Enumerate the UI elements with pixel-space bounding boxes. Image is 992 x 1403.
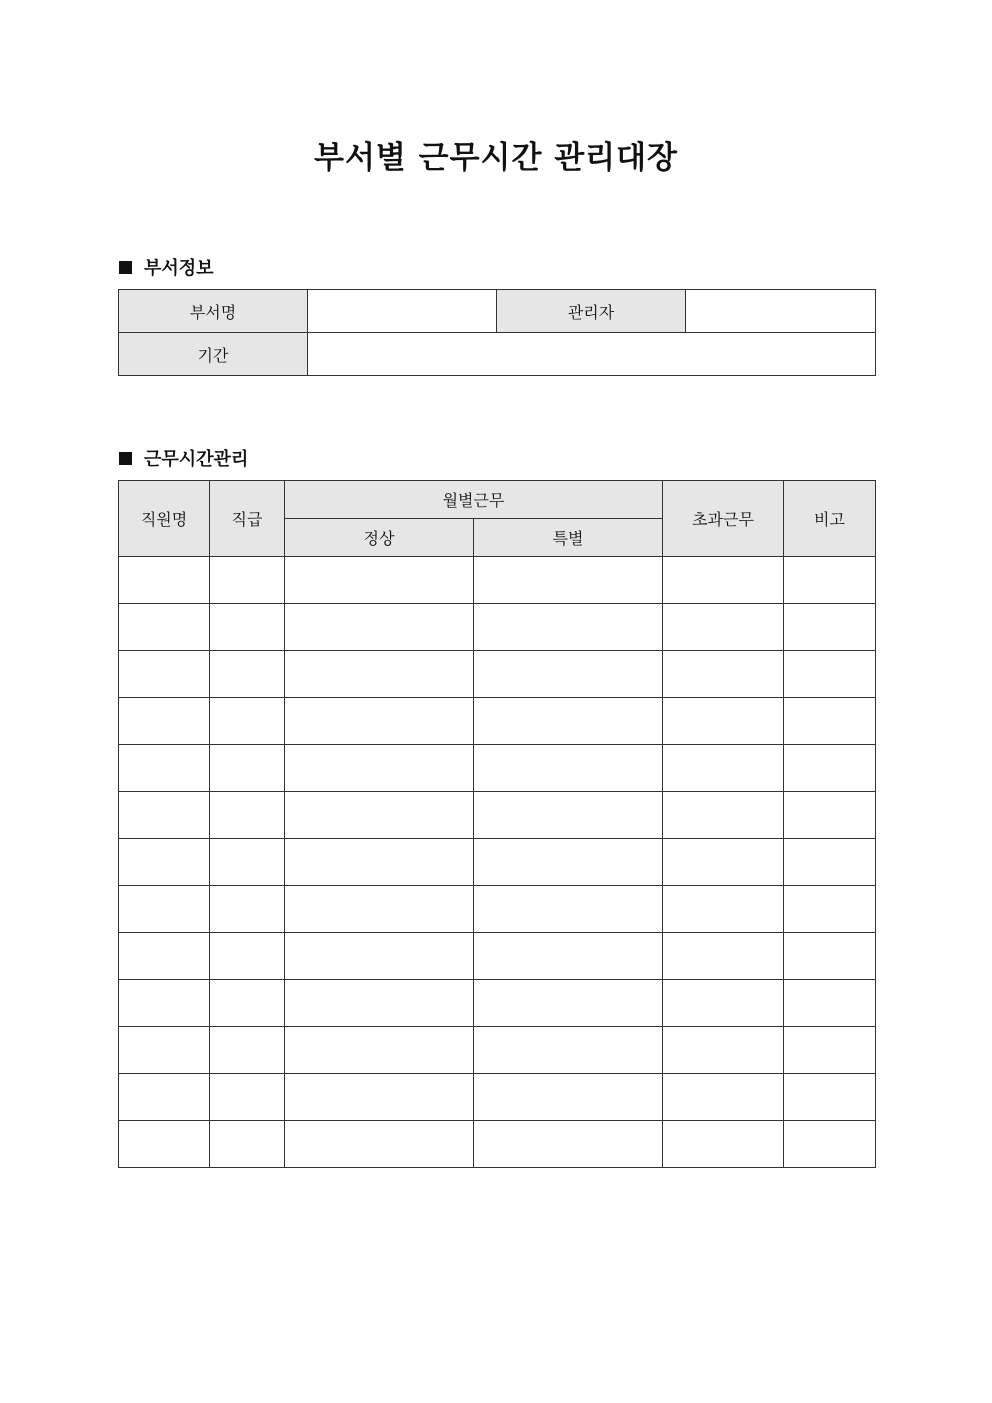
remarks-cell[interactable] [784,980,876,1027]
overtime-cell[interactable] [663,604,784,651]
table-row [119,745,876,792]
overtime-cell[interactable] [663,839,784,886]
bullet-square-icon [119,452,132,465]
dept-info-table [118,289,876,376]
col-header-normal: 정상 [285,519,474,557]
special-cell[interactable] [474,886,663,933]
employee-cell[interactable] [119,698,210,745]
special-cell[interactable] [474,698,663,745]
work-section-heading [119,445,248,471]
rank-cell[interactable] [210,557,285,604]
employee-cell[interactable] [119,886,210,933]
employee-cell[interactable] [119,651,210,698]
normal-cell[interactable] [285,886,474,933]
dept-section-label: 부서정보 [144,258,214,279]
rank-cell[interactable] [210,1027,285,1074]
table-row [119,1027,876,1074]
employee-cell[interactable] [119,1121,210,1168]
table-row [119,604,876,651]
overtime-cell[interactable] [663,886,784,933]
employee-cell[interactable] [119,1027,210,1074]
rank-cell[interactable] [210,980,285,1027]
normal-cell[interactable] [285,604,474,651]
manager-field[interactable] [686,290,876,333]
dept-name-label: 부서명 [119,290,308,333]
special-cell[interactable] [474,1027,663,1074]
overtime-cell[interactable] [663,745,784,792]
period-field[interactable] [308,333,876,376]
table-row [119,933,876,980]
remarks-cell[interactable] [784,1074,876,1121]
table-row [119,698,876,745]
col-header-monthly: 월별근무 [285,481,663,519]
normal-cell[interactable] [285,745,474,792]
special-cell[interactable] [474,604,663,651]
normal-cell[interactable] [285,698,474,745]
remarks-cell[interactable] [784,886,876,933]
normal-cell[interactable] [285,839,474,886]
table-row [119,980,876,1027]
special-cell[interactable] [474,980,663,1027]
table-row [119,839,876,886]
employee-cell[interactable] [119,980,210,1027]
work-table-body [119,557,876,1168]
special-cell[interactable] [474,933,663,980]
overtime-cell[interactable] [663,651,784,698]
special-cell[interactable] [474,1121,663,1168]
table-row [119,1074,876,1121]
special-cell[interactable] [474,792,663,839]
remarks-cell[interactable] [784,557,876,604]
remarks-cell[interactable] [784,1121,876,1168]
col-header-remarks: 비고 [784,481,876,557]
special-cell[interactable] [474,1074,663,1121]
remarks-cell[interactable] [784,698,876,745]
employee-cell[interactable] [119,792,210,839]
rank-cell[interactable] [210,698,285,745]
dept-section-heading [119,254,214,280]
col-header-rank: 직급 [210,481,285,557]
manager-label: 관리자 [497,290,686,333]
overtime-cell[interactable] [663,792,784,839]
normal-cell[interactable] [285,651,474,698]
table-row [119,886,876,933]
work-hours-table [118,480,876,1168]
remarks-cell[interactable] [784,604,876,651]
rank-cell[interactable] [210,651,285,698]
normal-cell[interactable] [285,1074,474,1121]
normal-cell[interactable] [285,1027,474,1074]
rank-cell[interactable] [210,933,285,980]
special-cell[interactable] [474,745,663,792]
page-title: 부서별 근무시간 관리대장 [314,140,678,176]
overtime-cell[interactable] [663,933,784,980]
special-cell[interactable] [474,557,663,604]
overtime-cell[interactable] [663,1121,784,1168]
remarks-cell[interactable] [784,745,876,792]
rank-cell[interactable] [210,745,285,792]
overtime-cell[interactable] [663,980,784,1027]
remarks-cell[interactable] [784,933,876,980]
overtime-cell[interactable] [663,698,784,745]
table-row [119,1121,876,1168]
normal-cell[interactable] [285,557,474,604]
period-label: 기간 [119,333,308,376]
employee-cell[interactable] [119,604,210,651]
overtime-cell[interactable] [663,1074,784,1121]
normal-cell[interactable] [285,933,474,980]
rank-cell[interactable] [210,839,285,886]
rank-cell[interactable] [210,792,285,839]
employee-cell[interactable] [119,557,210,604]
employee-cell[interactable] [119,933,210,980]
normal-cell[interactable] [285,980,474,1027]
dept-name-field[interactable] [308,290,497,333]
rank-cell[interactable] [210,886,285,933]
table-row [119,792,876,839]
remarks-cell[interactable] [784,651,876,698]
remarks-cell[interactable] [784,792,876,839]
remarks-cell[interactable] [784,839,876,886]
rank-cell[interactable] [210,604,285,651]
bullet-square-icon [119,261,132,274]
col-header-special: 특별 [474,519,663,557]
col-header-overtime: 초과근무 [663,481,784,557]
rank-cell[interactable] [210,1074,285,1121]
employee-cell[interactable] [119,839,210,886]
overtime-cell[interactable] [663,1027,784,1074]
special-cell[interactable] [474,651,663,698]
remarks-cell[interactable] [784,1027,876,1074]
normal-cell[interactable] [285,1121,474,1168]
overtime-cell[interactable] [663,557,784,604]
table-row [119,651,876,698]
table-row [119,557,876,604]
normal-cell[interactable] [285,792,474,839]
work-section-label: 근무시간관리 [144,449,249,470]
employee-cell[interactable] [119,1074,210,1121]
col-header-employee: 직원명 [119,481,210,557]
employee-cell[interactable] [119,745,210,792]
special-cell[interactable] [474,839,663,886]
rank-cell[interactable] [210,1121,285,1168]
